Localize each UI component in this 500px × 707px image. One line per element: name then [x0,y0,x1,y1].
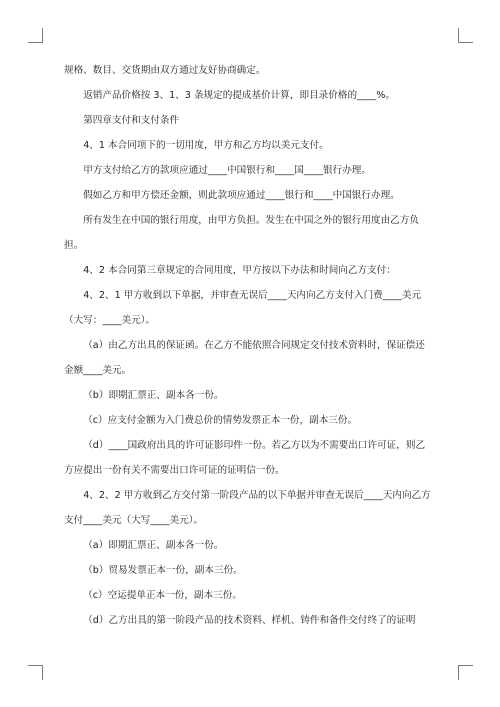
paragraph: 所有发生在中国的银行用度，由甲方负担。发生在中国之外的银行用度由乙方负担。 [64,215,419,251]
paragraph: （d）乙方出具的第一阶段产品的技术资料、样机、铸件和备件交付终了的证明 [83,615,416,626]
paragraph: （a）即期汇票正、副本各一份。 [83,540,224,551]
paragraph: （c）应支付金额为入门费总价的情势发票正本一份，副本三份。 [83,415,358,426]
crop-mark-top-right [458,28,473,43]
chapter-heading: 第四章支付和支付条件 [83,115,180,126]
paragraph: （b）贸易发票正本一份，副本三份。 [83,565,243,576]
paragraph: 4、2、1 甲方收到以下单据，并审查无误后____天内向乙方支付入门费____美元（大写：____美元）。 [64,290,422,326]
paragraph: 假如乙方和甲方偿还金额，则此款项应通过____银行和____中国银行办理。 [83,190,400,201]
document-body [64,58,434,633]
paragraph: 返销产品价格按 3、1、3 条规定的提成基价计算，即目录价格的____%。 [83,90,395,101]
paragraph: （d）____国政府出具的许可证影印件一份。若乙方以为不需要出口许可证，则乙方应提出一份有关不需要出口许可证的证明信一份。 [64,440,426,476]
paragraph: （c）空运提单正本一份，副本三份。 [83,590,242,601]
paragraph: 规格、数目、交货期由双方通过友好协商确定。 [64,65,266,76]
paragraph: 4、1 本合同项下的一切用度，甲方和乙方均以美元支付。 [83,140,329,151]
crop-mark-bottom-right [458,665,473,680]
paragraph: （a）由乙方出具的保证函。在乙方不能依照合同规定交付技术资料时，保证偿还金额____美元。 [64,340,425,376]
paragraph: 4、2、2 甲方收到乙方交付第一阶段产品的以下单据并审查无误后____天内向乙方支付____美元（大写____美元）。 [64,490,431,526]
paragraph: 甲方支付给乙方的款项应通过____中国银行和____国____银行办理。 [83,165,371,176]
paragraph: （b）即期汇票正、副本各一份。 [83,390,224,401]
crop-mark-top-left [28,28,43,43]
crop-mark-bottom-left [28,665,43,680]
paragraph: 4、2 本合同第三章规定的合同用度，甲方按以下办法和时间向乙方支付： [83,265,396,276]
